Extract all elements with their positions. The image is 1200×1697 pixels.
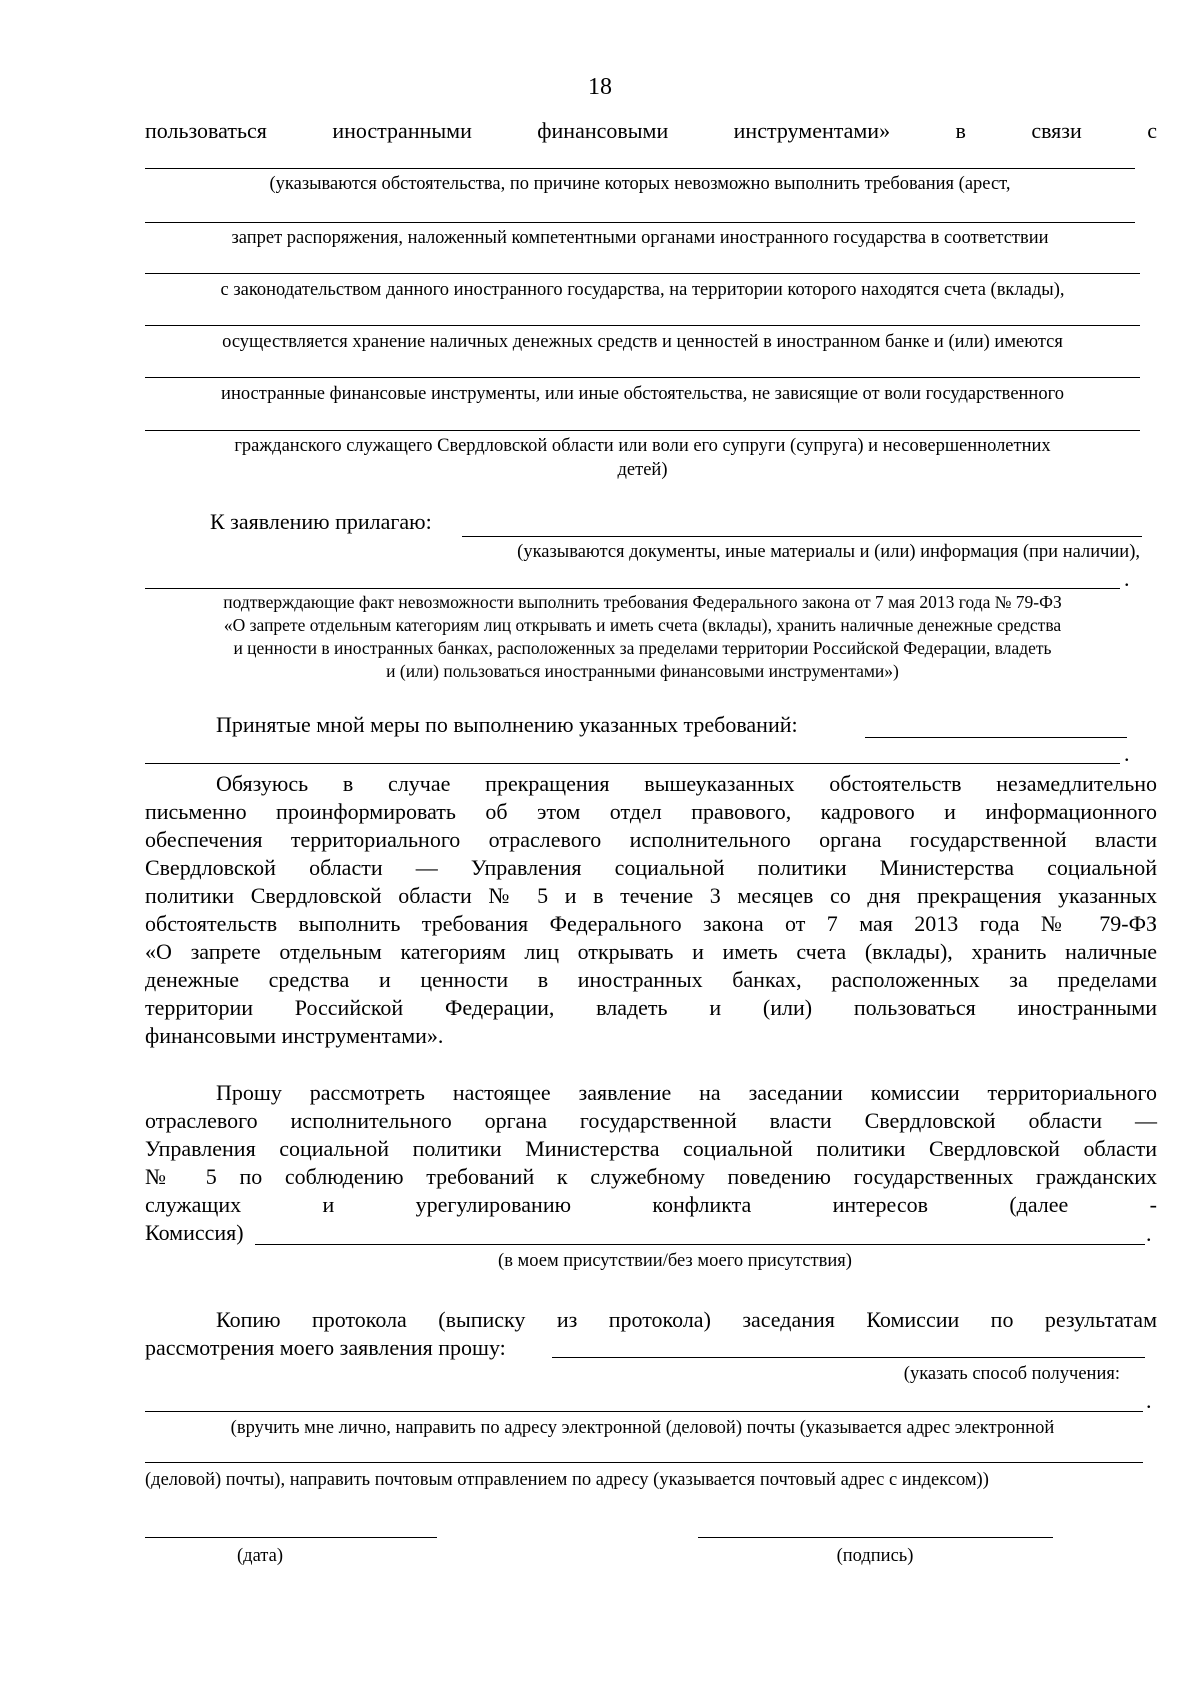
para-line: денежные средства и ценности в иностранных банках, расположенных за пределами <box>145 967 1157 992</box>
copy-caption-3: (деловой) почты), направить почтовым отправлением по адресу (указывается почтовый адрес с индексом)) <box>145 1470 989 1490</box>
trailing-dot: . <box>1124 566 1130 591</box>
circumstances-caption-2: запрет распоряжения, наложенный компетентными органами иностранного государства в соответствии <box>231 228 1049 248</box>
fill-line <box>145 325 1140 326</box>
para-line: Управления социальной политики Министерства социальной политики Свердловской области <box>145 1136 1157 1161</box>
para-line: обеспечения территориального отраслевого исполнительного органа государственной власти <box>145 827 1157 852</box>
fill-line <box>145 1411 1143 1412</box>
attachments-caption-5: и (или) пользоваться иностранными финансовыми инструментами») <box>386 661 899 681</box>
word: иностранными <box>332 118 472 143</box>
attachments-caption-3: «О запрете отдельным категориям лиц открывать и иметь счета (вклады), хранить наличные денежные средства <box>223 615 1062 635</box>
word: финансовыми <box>537 118 669 143</box>
circumstances-caption-1: (указываются обстоятельства, по причине которых невозможно выполнить требования (арест, <box>269 174 1011 194</box>
signature-line <box>698 1537 1053 1538</box>
copy-line-2: рассмотрения моего заявления прошу: <box>145 1335 506 1360</box>
copy-caption-2: (вручить мне лично, направить по адресу электронной (деловой) почты (указывается адрес электронной <box>230 1418 1055 1438</box>
top-continuation-line <box>145 117 1157 145</box>
date-caption: (дата) <box>237 1546 283 1566</box>
para-line: отраслевого исполнительного органа государственной власти Свердловской области — <box>145 1108 1157 1133</box>
word: инструментами» <box>733 118 891 143</box>
para-line: политики Свердловской области № 5 и в течение 3 месяцев со дня прекращения указанных <box>145 883 1157 908</box>
para-line: финансовыми инструментами». <box>145 1023 444 1048</box>
date-line <box>145 1537 437 1538</box>
para-line: № 5 по соблюдению требований к служебному поведению государственных гражданских <box>145 1164 1157 1189</box>
copy-line-1: Копию протокола (выписку из протокола) заседания Комиссии по результатам <box>216 1307 1157 1332</box>
fill-line <box>865 737 1127 738</box>
copy-caption-1: (указать способ получения: <box>903 1364 1120 1384</box>
trailing-dot: . <box>1146 1388 1152 1413</box>
attachments-caption-1: (указываются документы, иные материалы и (или) информация (при наличии), <box>517 542 1140 562</box>
attachments-label: К заявлению прилагаю: <box>210 509 432 534</box>
word: связи <box>1031 118 1082 143</box>
para-line: территории Российской Федерации, владеть и (или) пользоваться иностранными <box>145 995 1157 1020</box>
trailing-dot: . <box>1124 741 1130 766</box>
fill-line <box>552 1357 1145 1358</box>
circumstances-caption-7: детей) <box>617 460 668 480</box>
attachments-caption-4: и ценности в иностранных банках, расположенных за пределами территории Российской Федерации, владеть <box>233 638 1052 658</box>
circumstances-caption-6: гражданского служащего Свердловской области или воли его супруги (супруга) и несовершеннолетних <box>234 436 1051 456</box>
signature-caption: (подпись) <box>836 1546 914 1566</box>
para-line: Обязуюсь в случае прекращения вышеуказанных обстоятельств незамедлительно <box>216 771 1157 796</box>
circumstances-caption-5: иностранные финансовые инструменты, или иные обстоятельства, не зависящие от воли государственного <box>221 384 1064 404</box>
circumstances-caption-3: с законодательством данного иностранного государства, на территории которого находятся счета (вклады), <box>220 280 1065 300</box>
para-line: «О запрете отдельным категориям лиц открывать и иметь счета (вклады), хранить наличные <box>145 939 1157 964</box>
word: с <box>1147 118 1157 143</box>
fill-line <box>255 1244 1145 1245</box>
fill-line <box>145 1462 1143 1463</box>
fill-line <box>145 588 1120 589</box>
fill-line <box>145 377 1140 378</box>
word: в <box>955 118 966 143</box>
page-number: 18 <box>588 74 612 100</box>
presence-caption: (в моем присутствии/без моего присутствия) <box>498 1251 852 1271</box>
para-line: обстоятельств выполнить требования Федерального закона от 7 мая 2013 года № 79-ФЗ <box>145 911 1157 936</box>
fill-line <box>145 222 1135 223</box>
para-line: Свердловской области — Управления социальной политики Министерства социальной <box>145 855 1157 880</box>
fill-line <box>462 536 1142 537</box>
fill-line <box>145 273 1140 274</box>
commission-label: Комиссия) <box>145 1220 244 1245</box>
attachments-caption-2: подтверждающие факт невозможности выполнить требования Федерального закона от 7 мая 2013 года № 79-ФЗ <box>223 592 1062 612</box>
trailing-dot: . <box>1146 1221 1152 1246</box>
fill-line <box>145 763 1120 764</box>
word: пользоваться <box>145 118 267 143</box>
circumstances-caption-4: осуществляется хранение наличных денежных средств и ценностей в иностранном банке и (или) имеются <box>222 332 1063 352</box>
para-line: письменно проинформировать об этом отдел правового, кадрового и информационного <box>145 799 1157 824</box>
para-line: Прошу рассмотреть настоящее заявление на заседании комиссии территориального <box>216 1080 1157 1105</box>
measures-label: Принятые мной меры по выполнению указанных требований: <box>216 712 798 737</box>
fill-line <box>145 168 1135 169</box>
para-line: служащих и урегулированию конфликта интересов (далее - <box>145 1192 1157 1217</box>
fill-line <box>145 430 1140 431</box>
